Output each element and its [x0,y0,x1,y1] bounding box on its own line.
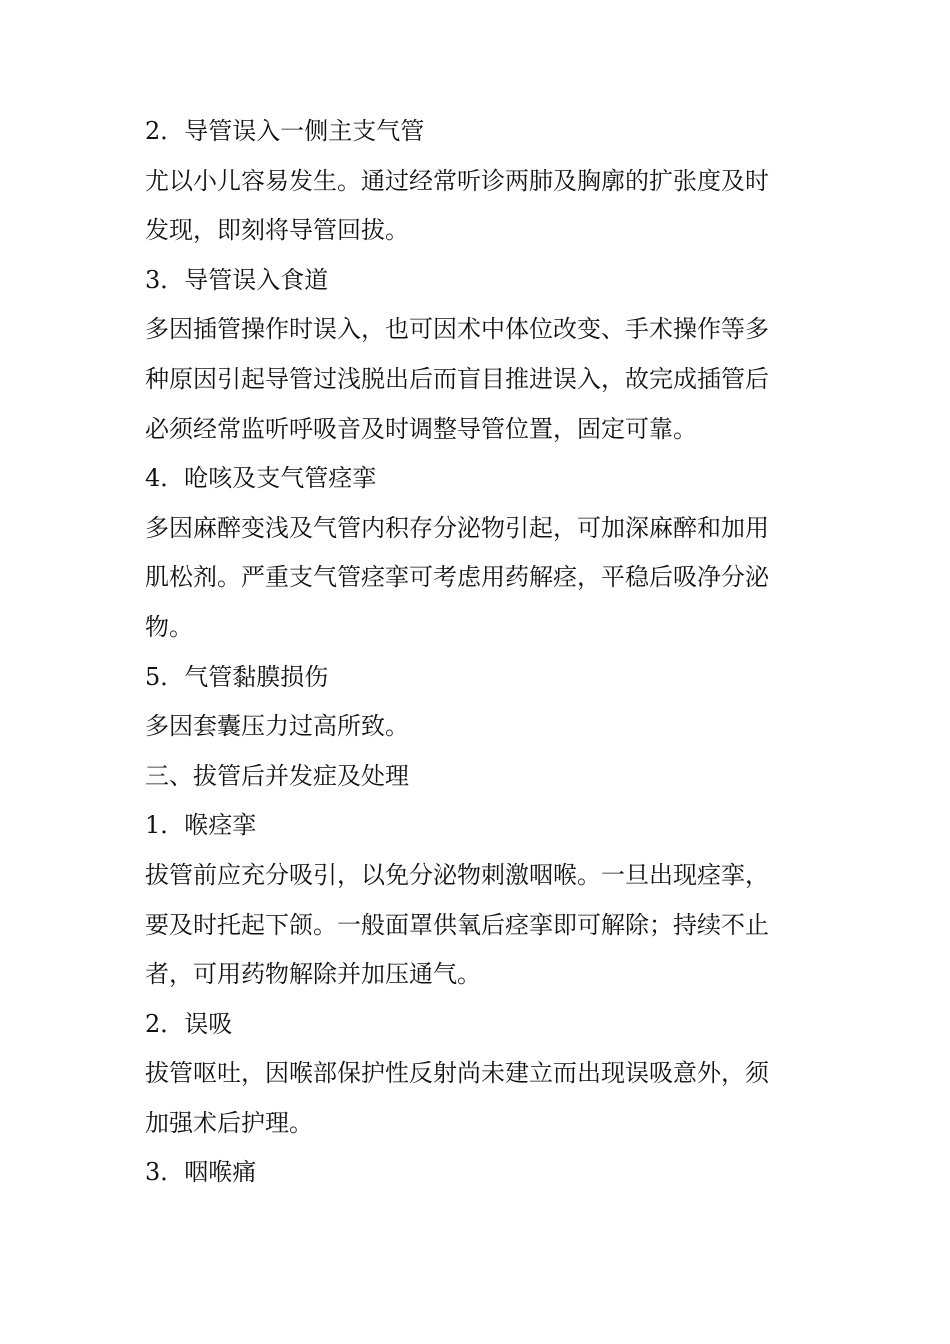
heading-misplaced-bronchus: 2．导管误入一侧主支气管 [145,117,425,145]
heading-sore-throat: 3．咽喉痛 [145,1158,257,1187]
paragraph-line: 拔管前应充分吸引，以免分泌物刺激咽喉。一旦出现痉挛， [145,860,769,889]
paragraph-line: 多因插管操作时误入，也可因术中体位改变、手术操作等多 [145,315,769,344]
heading-mucosa-injury: 5．气管黏膜损伤 [145,662,329,691]
heading-misplaced-esophagus: 3．导管误入食道 [145,265,329,294]
heading-laryngospasm: 1．喉痉挛 [145,811,257,840]
heading-aspiration: 2．误吸 [145,1009,233,1038]
paragraph-line: 多因麻醉变浅及气管内积存分泌物引起，可加深麻醉和加用 [145,513,769,542]
paragraph-line: 要及时托起下颌。一般面罩供氧后痉挛即可解除；持续不止 [145,910,769,939]
paragraph-line: 拔管呕吐，因喉部保护性反射尚未建立而出现误吸意外，须 [145,1059,769,1088]
paragraph-line: 物。 [145,612,193,641]
paragraph-line: 发现，即刻将导管回拔。 [145,216,409,245]
paragraph-line: 肌松剂。严重支气管痉挛可考虑用药解痉，平稳后吸净分泌 [145,563,769,592]
paragraph-line: 者，可用药物解除并加压通气。 [145,960,481,989]
document-body [145,107,835,1198]
paragraph-line: 尤以小儿容易发生。通过经常听诊两肺及胸廓的扩张度及时 [145,166,769,195]
heading-cough-bronchospasm: 4．呛咳及支气管痉挛 [145,464,377,493]
paragraph-line: 必须经常监听呼吸音及时调整导管位置，固定可靠。 [145,414,697,443]
paragraph-line: 种原因引起导管过浅脱出后而盲目推进误入，故完成插管后 [145,364,769,393]
section-heading-post-extubation: 三、拔管后并发症及处理 [145,761,409,790]
paragraph-line: 加强术后护理。 [145,1108,313,1137]
paragraph-line: 多因套囊压力过高所致。 [145,712,409,741]
